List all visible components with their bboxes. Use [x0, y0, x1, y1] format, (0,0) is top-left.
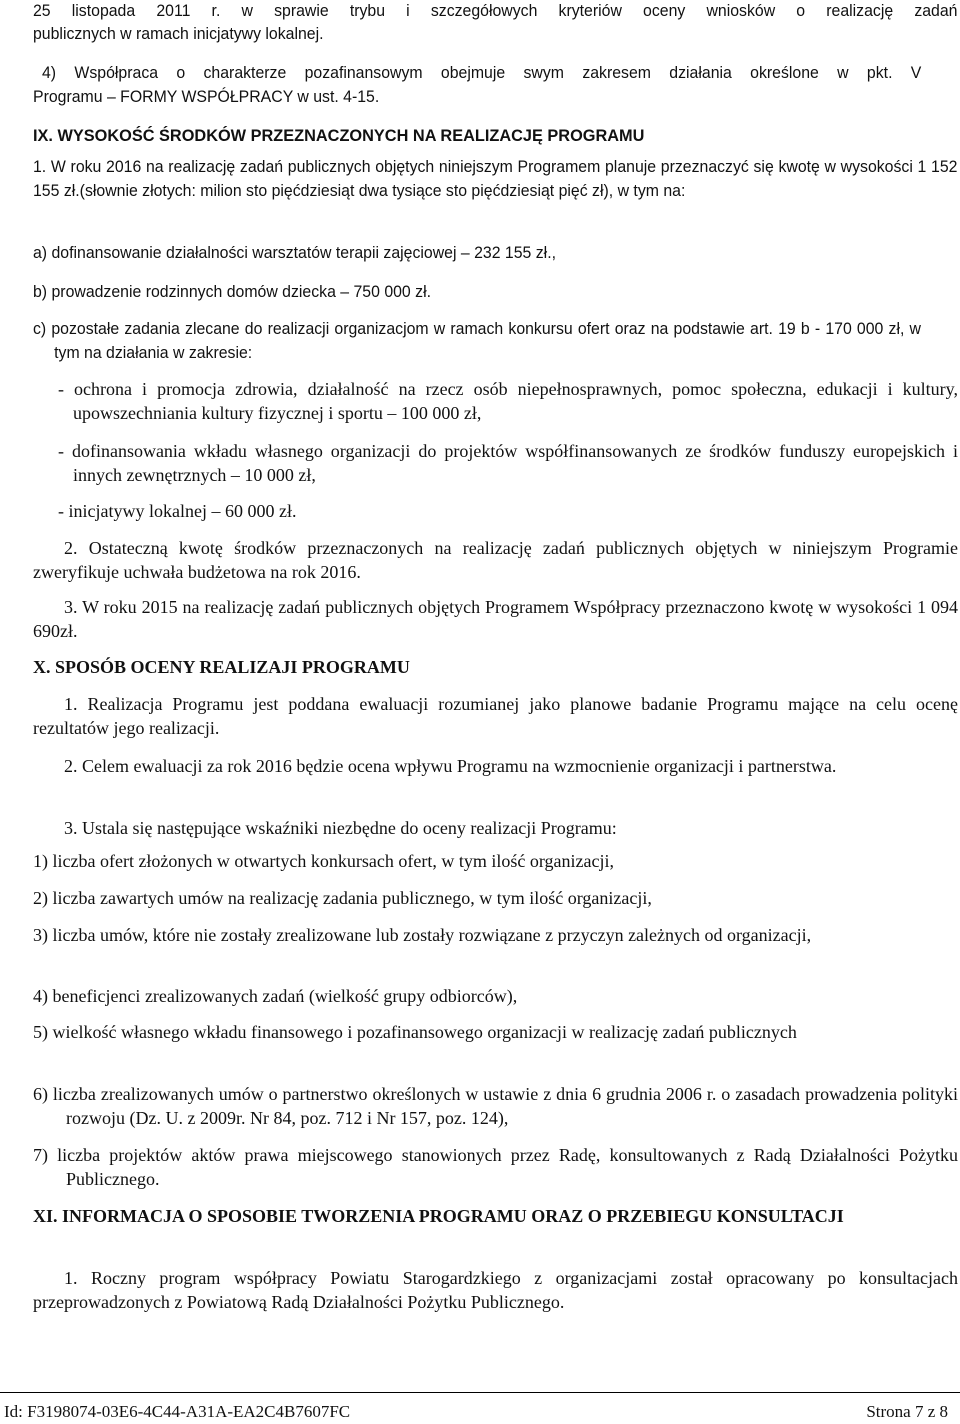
section-heading-xi: XI. INFORMACJA O SPOSOBIE TWORZENIA PROGRAMU ORAZ O PRZEBIEGU KONSULTACJI	[33, 1206, 844, 1226]
paragraph: 1. W roku 2016 na realizację zadań publicznych objętych niniejszym Programem planuje przeznaczyć się kwotę w wysokości 1 152 155 zł.(słownie złotych: milion sto pięćdziesiąt dwa tysiące sto pięćdziesiąt pięć zł), w tym na:	[33, 158, 958, 200]
footer-divider	[0, 1392, 960, 1393]
paragraph-line: Programu – FORMY WSPÓŁPRACY w ust. 4-15.	[33, 88, 380, 106]
section-heading-ix: IX. WYSOKOŚĆ ŚRODKÓW PRZEZNACZONYCH NA REALIZACJĘ PROGRAMU	[33, 126, 645, 145]
document-id: Id: F3198074-03E6-4C44-A31A-EA2C4B7607FC	[4, 1402, 351, 1421]
paragraph: 2. Ostateczną kwotę środków przeznaczonych na realizację zadań publicznych objętych w niniejszym Programie zweryfikuje uchwała budżetowa na rok 2016.	[33, 538, 958, 582]
list-item: b) prowadzenie rodzinnych domów dziecka – 750 000 zł.	[33, 283, 431, 301]
paragraph: 3. Ustala się następujące wskaźniki niezbędne do oceny realizacji Programu:	[64, 818, 617, 838]
paragraph: 1. Roczny program współpracy Powiatu Starogardzkiego z organizacjami został opracowany po konsultacjach przeprowadzonych z Powiatową Radą Działalności Pożytku Publicznego.	[33, 1268, 958, 1312]
list-item: - dofinansowania wkładu własnego organizacji do projektów współfinansowanych ze środków funduszy europejskich i innych zewnętrznych – 10 000 zł,	[58, 441, 958, 485]
list-item: 5) wielkość własnego wkładu finansowego i pozafinansowego organizacji w realizację zadań publicznych	[33, 1022, 797, 1042]
list-item: 3) liczba umów, które nie zostały zrealizowane lub zostały rozwiązane z przyczyn zależnych od organizacji,	[33, 925, 812, 945]
list-item: a) dofinansowanie działalności warsztatów terapii zajęciowej – 232 155 zł.,	[33, 244, 557, 262]
paragraph: 3. W roku 2015 na realizację zadań publicznych objętych Programem Współpracy przeznaczono kwotę w wysokości 1 094 690zł.	[33, 597, 958, 641]
list-item: 7) liczba projektów aktów prawa miejscowego stanowionych przez Radę, konsultowanych z Radą Działalności Pożytku Publicznego.	[33, 1145, 958, 1189]
list-item: 1) liczba ofert złożonych w otwartych konkursach ofert, w tym ilość organizacji,	[33, 851, 614, 871]
paragraph-line: 4) Współpraca o charakterze pozafinansowym obejmuje swym zakresem działania określone w pkt. V	[42, 64, 922, 82]
list-item: c) pozostałe zadania zlecane do realizacji organizacjom w ramach konkursu ofert oraz na podstawie art. 19 b - 170 000 zł, w tym na działania w zakresie:	[33, 320, 921, 362]
list-item: - inicjatywy lokalnej – 60 000 zł.	[58, 501, 297, 521]
paragraph-line: 25 listopada 2011 r. w sprawie trybu i szczegółowych kryteriów oceny wniosków o realizację zadań	[33, 2, 958, 20]
paragraph: 2. Celem ewaluacji za rok 2016 będzie ocena wpływu Programu na wzmocnienie organizacji i partnerstwa.	[64, 756, 837, 776]
list-item: - ochrona i promocja zdrowia, działalność na rzecz osób niepełnosprawnych, pomoc społeczna, edukacji i kultury, upowszechniania kultury fizycznej i sportu – 100 000 zł,	[58, 379, 958, 423]
list-item: 2) liczba zawartych umów na realizację zadania publicznego, w tym ilość organizacji,	[33, 888, 652, 908]
list-item: 4) beneficjenci zrealizowanych zadań (wielkość grupy odbiorców),	[33, 986, 518, 1006]
page-number: Strona 7 z 8	[866, 1402, 948, 1421]
paragraph: 1. Realizacja Programu jest poddana ewaluacji rozumianej jako planowe badanie Programu mające na celu ocenę rezultatów jego realizacji.	[33, 694, 958, 738]
list-item: 6) liczba zrealizowanych umów o partnerstwo określonych w ustawie z dnia 6 grudnia 2006 r. o zasadach prowadzenia polityki rozwoju (Dz. U. z 2009r. Nr 84, poz. 712 i Nr 157, poz. 124),	[33, 1084, 958, 1128]
section-heading-x: X. SPOSÓB OCENY REALIZAJI PROGRAMU	[33, 657, 410, 677]
paragraph-line: publicznych w ramach inicjatywy lokalnej.	[33, 25, 324, 43]
